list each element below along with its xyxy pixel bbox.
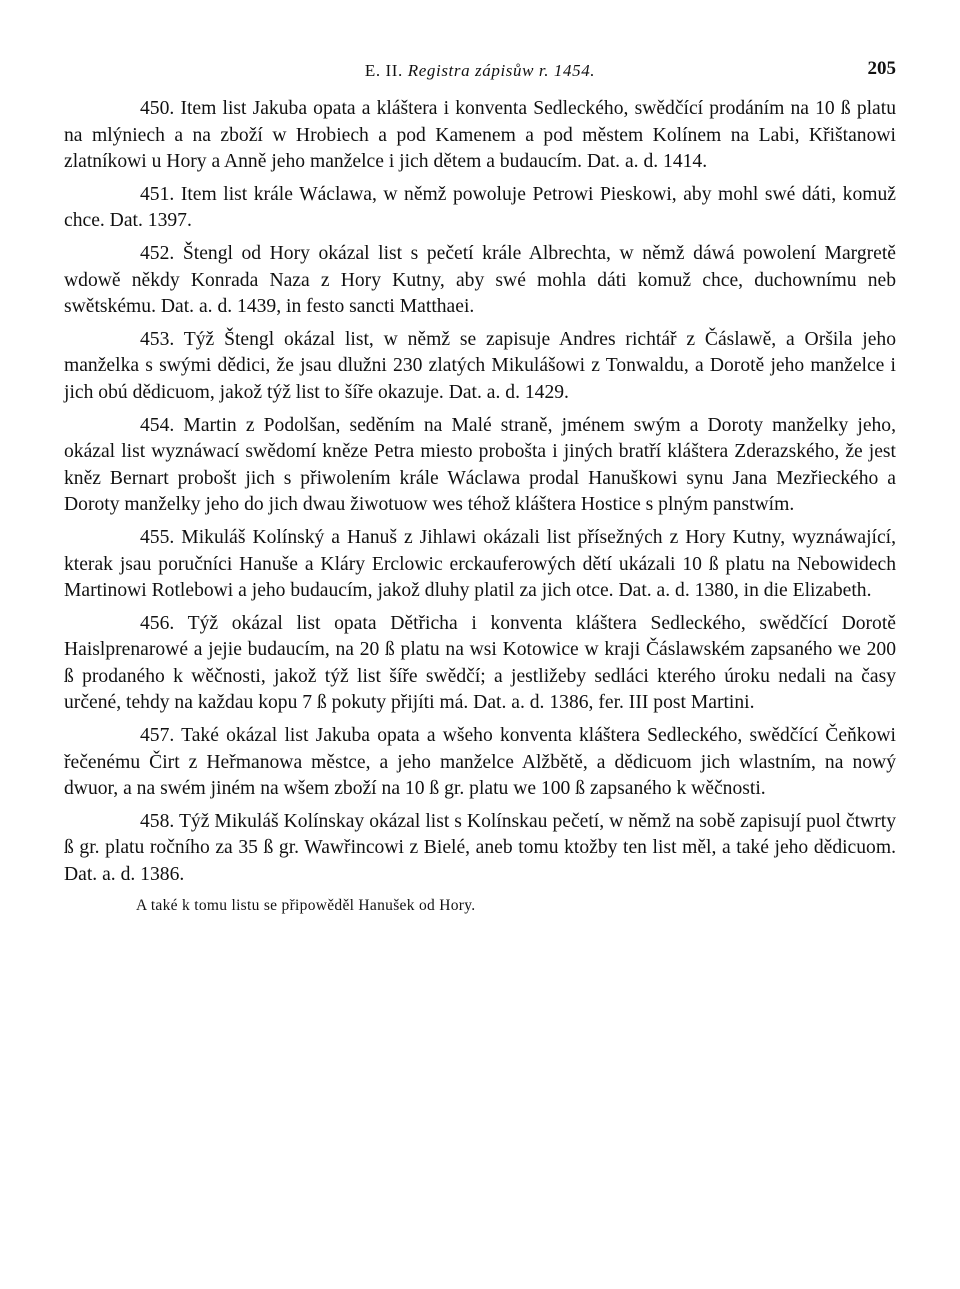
entry-text: Item list Jakuba opata a kláštera i konventa Sedleckého, swědčící prodáním na 10 ß platu na mlýniech a na zboží w Hrobiech a pod Kamenem a pod městem Kolínem na Labi, Křištanowi zlatníkowi u Hory a Anně jeho manželce i jich dětem a budaucím. Dat. a. d. 1414.: [64, 98, 896, 173]
entry-text: Item list krále Wáclawa, w němž powoluje Petrowi Pieskowi, aby mohl swé dáti, komuž chce. Dat. 1397.: [64, 183, 896, 232]
entry-456: [64, 611, 896, 717]
entry-458: [64, 809, 896, 889]
running-title: [64, 58, 896, 85]
entry-number: 452.: [140, 242, 175, 264]
entry-454: [64, 413, 896, 519]
entry-number: 458.: [140, 810, 175, 832]
entry-number: 455.: [140, 526, 175, 548]
entry-text: Týž Mikuláš Kolínskay okázal list s Kolínskau pečetí, w němž na sobě zapisují puol čtwrty ß gr. platu ročního za 35 ß gr. Wawřincowi z Bielé, aneb tomu ktožby ten list měl, a také jeho dědicuom. Dat. a. d. 1386.: [64, 810, 896, 886]
entry-number: 456.: [140, 612, 175, 634]
entry-457: [64, 723, 896, 803]
running-header: [64, 52, 896, 96]
entry-number: 457.: [140, 725, 175, 747]
entry-455: [64, 525, 896, 605]
entry-text: Také okázal list Jakuba opata a wšeho konventa kláštera Sedleckého, swědčící Čeňkowi řečenému Čirt z Heřmanowa městce, a jeho manželce Alžbětě, a dědicuom jich wlastním, na nowý dwuor, a na swém jiném na wšem zboží na 10 ß gr. platu we 100 ß zapsaného k wěčnosti.: [64, 725, 896, 800]
entry-453: [64, 327, 896, 407]
entry-450: [64, 96, 896, 176]
entry-text: Týž Štengl okázal list, w němž se zapisuje Andres richtář z Čáslawě, a Oršila jeho manželka s swými dědici, že jsau dlužni 230 zlatých Mikulášowi z Tonwaldu, a Dorotě jeho manželce i jich obú dědicuom, jakož týž list to šíře okazuje. Dat. a. d. 1429.: [64, 328, 896, 403]
page-number: 205: [867, 58, 896, 79]
header-title-text: Registra zápisůw r. 1454.: [407, 61, 596, 80]
entry-number: 454.: [140, 414, 175, 436]
entry-number: 451.: [140, 183, 175, 205]
document-page: [64, 52, 896, 917]
section-mark: E. II.: [364, 61, 403, 80]
entry-text: Týž okázal list opata Dětřicha i konventa kláštera Sedleckého, swědčící Dorotě Haislprenarowé a jejie budaucím, na 20 ß platu na wsi Kotowice w kraji Čáslawském zapsaného we 200 ß prodaného k wěčnosti, jakož týž list šíře swědčí; a jestližeby sedláci kterého úroku nedali na časy určené, tehdy na každau kopu 7 ß pokuty přijíti má. Dat. a. d. 1386, fer. III post Martini.: [64, 612, 896, 714]
footnote: A také k tomu listu se připowěděl Hanušek od Hory.: [136, 896, 476, 914]
entry-text: Martin z Podolšan, seděním na Malé straně, jménem swým a Doroty manželky jeho, okázal list wyznáwací swědomí kněze Petra miesto probošta i jiných bratří kláštera Zderazského, že jest kněz Bernart probošt jich s přiwolením krále Wáclawa prodal Hanuškowi synu Jana Mezřieckého a Doroty manželky jeho do jich dwau žiwotuow wes téhož kláštera Hostice s plným panstwím.: [64, 414, 897, 516]
entry-text: Štengl od Hory okázal list s pečetí krále Albrechta, w němž dáwá powolení Margretě wdowě někdy Konrada Naza z Hory Kutny, aby swé mohla dáti komuž chce, duchownímu neb swětskému. Dat. a. d. 1439, in festo sancti Matthaei.: [64, 242, 896, 318]
entry-number: 450.: [140, 98, 175, 119]
entry-number: 453.: [140, 328, 175, 350]
entry-452: [64, 241, 896, 321]
entry-451: [64, 182, 896, 235]
entry-text: Mikuláš Kolínský a Hanuš z Jihlawi okázali list přísežných z Hory Kutny, wyznáwající, kterak jsau poručníci Hanuše a Kláry Erclowic erckauferowých dětí ukázali 10 ß platu na Nebowidech Martinowi Rotlebowi a jeho budaucím, jakož dluhy platil za jich otce. Dat. a. d. 1380, in die Elizabeth.: [64, 526, 896, 602]
